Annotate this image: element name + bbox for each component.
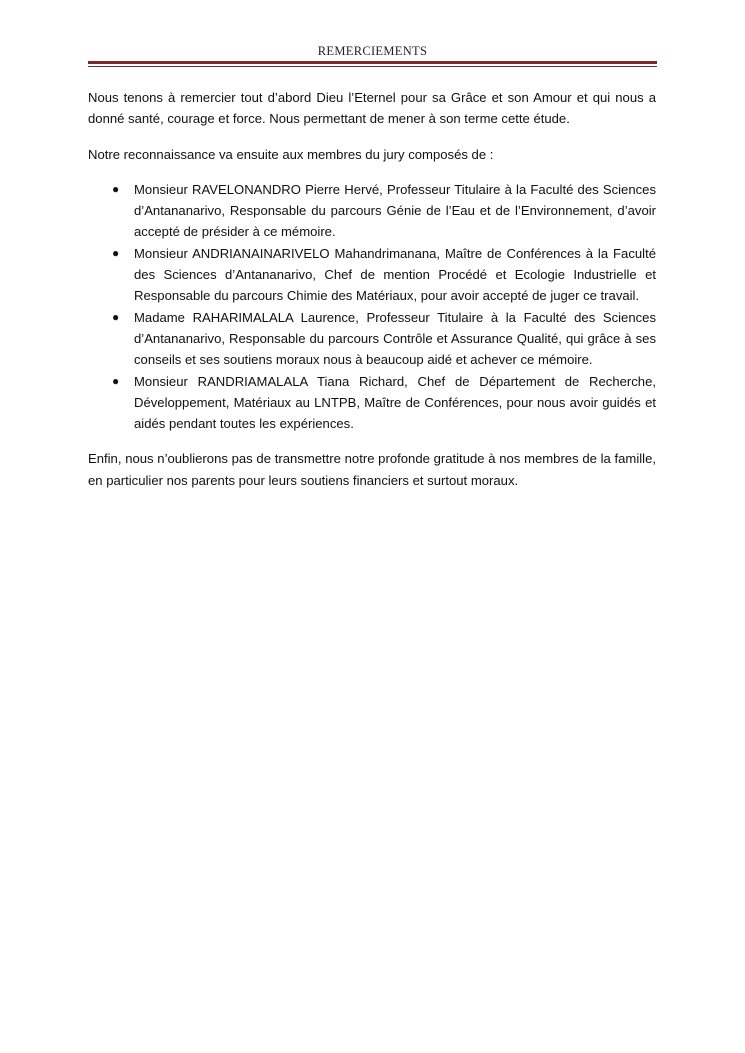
closing-paragraph: Enfin, nous n’oublierons pas de transmettre notre profonde gratitude à nos membres de la famille, en particulier nos parents pour leurs soutiens financiers et surtout moraux.: [88, 451, 656, 488]
jury-list: [88, 179, 656, 435]
bullet-icon: ●: [112, 309, 120, 324]
intro-paragraph: Nous tenons à remercier tout d’abord Dieu l’Eternel pour sa Grâce et son Amour et qui nous a donné santé, courage et force. Nous permettant de mener à son terme cette étude.: [88, 90, 656, 127]
jury-member-text: Monsieur RAVELONANDRO Pierre Hervé, Professeur Titulaire à la Faculté des Sciences d’Antananarivo, Responsable du parcours Génie de l’Eau et de l’Environnement, d’avoir accepté de présider à ce mémoire.: [134, 181, 656, 240]
page-header-title: REMERCIEMENTS: [317, 44, 428, 58]
bullet-icon: ●: [112, 373, 120, 388]
jury-list-item: [88, 179, 656, 243]
header-rule-thin: [88, 66, 657, 67]
jury-list-item: [88, 371, 656, 435]
jury-list-item: [88, 243, 656, 307]
document-body: [88, 87, 656, 505]
jury-member-text: Monsieur RANDRIAMALALA Tiana Richard, Chef de Département de Recherche, Développement, Matériaux au LNTPB, Maître de Conférences, pour nous avoir guidés et aidés pendant toutes les expériences.: [134, 373, 656, 432]
jury-intro-paragraph: Notre reconnaissance va ensuite aux membres du jury composés de :: [88, 146, 494, 162]
bullet-icon: ●: [112, 245, 120, 260]
jury-member-text: Monsieur ANDRIANAINARIVELO Mahandrimanana, Maître de Conférences à la Faculté des Sciences d’Antananarivo, Chef de mention Procédé et Ecologie Industrielle et Responsable du parcours Chimie des Matériaux, pour avoir accepté de juger ce travail.: [134, 245, 656, 304]
jury-member-text: Madame RAHARIMALALA Laurence, Professeur Titulaire à la Faculté des Sciences d’Antananarivo, Responsable du parcours Contrôle et Assurance Qualité, qui grâce à ses conseils et ses soutiens moraux nous à beaucoup aidé et achever ce mémoire.: [134, 309, 656, 368]
bullet-icon: ●: [112, 181, 120, 196]
header-rule: [88, 61, 657, 64]
jury-list-item: [88, 307, 656, 371]
